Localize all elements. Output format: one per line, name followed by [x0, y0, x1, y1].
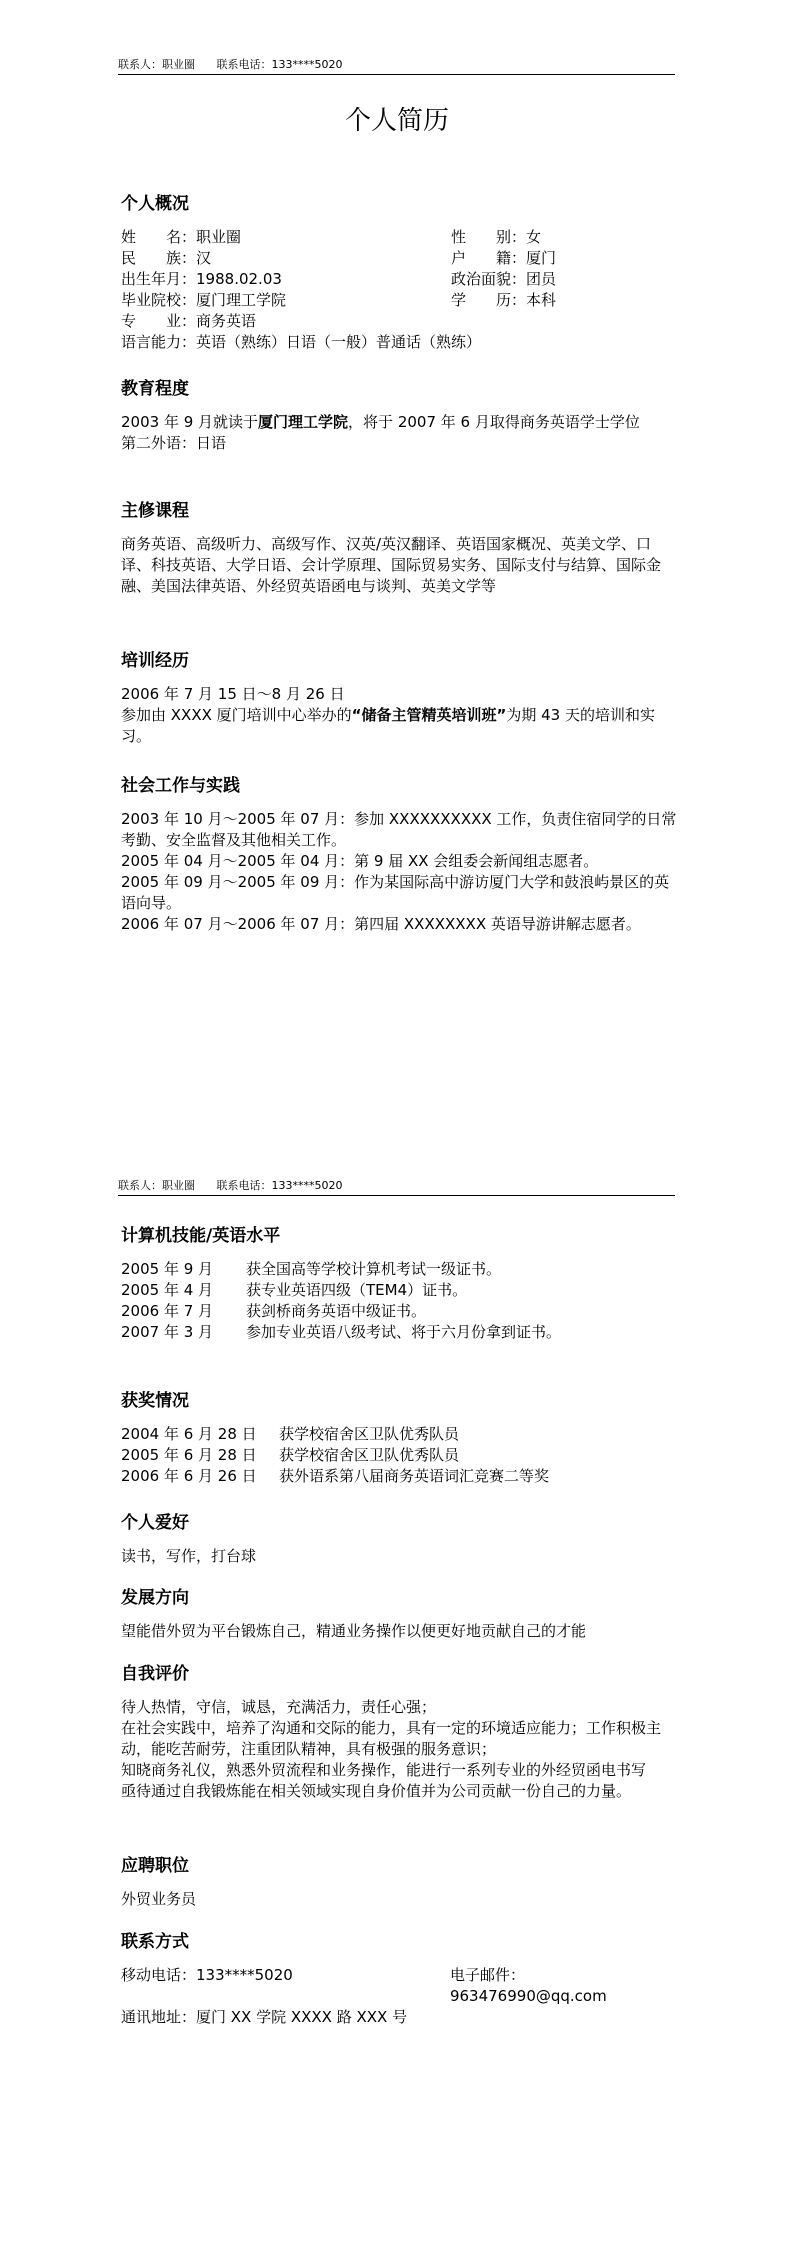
mobile-phone: 移动电话：133****5020 [121, 1966, 293, 1984]
section-contact [121, 1931, 681, 2028]
list-item: 在社会实践中，培养了沟通和交际的能力，具有一定的环境适应能力；工作积极主动，能吃苦耐劳，注重团队精神，具有极强的服务意识； [121, 1719, 662, 1758]
section-heading: 联系方式 [121, 1932, 189, 1952]
list-item: 2003 年 10 月～2005 年 07 月：参加 XXXXXXXXXX 工作，负责住宿同学的日常考勤、安全监督及其他相关工作。 [121, 810, 677, 849]
section-heading: 计算机技能/英语水平 [121, 1226, 281, 1246]
label: 学 历： [451, 291, 527, 309]
value: 女 [526, 228, 542, 246]
section-education [121, 378, 681, 454]
contact-row [121, 1965, 681, 2007]
direction-text: 望能借外贸为平台锻炼自己，精通业务操作以便更好地贡献自己的才能 [121, 1622, 587, 1640]
language-ability: 语言能力：英语（熟练）日语（一般）普通话（熟练） [121, 333, 482, 351]
label: 户 籍： [451, 249, 527, 267]
list-item: 2004 年 6 月 28 日 获学校宿舍区卫队优秀队员 [121, 1425, 460, 1443]
list-item: 2005 年 09 月～2005 年 09 月：作为某国际高中游访厦门大学和鼓浪屿景区的英语向导。 [121, 873, 670, 912]
label: 毕业院校： [121, 291, 197, 309]
courses-text: 商务英语、高级听力、高级写作、汉英/英汉翻译、英语国家概况、英美文学、口译、科技英语、大学日语、会计学原理、国际贸易实务、国际支付与结算、国际金融、美国法律英语、外经贸英语函电与谈判、英美文学等 [121, 535, 662, 595]
header-phone: 联系电话：133****5020 [216, 1179, 343, 1192]
overview-row [121, 269, 681, 290]
section-heading: 应聘职位 [121, 1856, 189, 1876]
list-item: 2007 年 3 月 参加专业英语八级考试、将于六月份拿到证书。 [121, 1323, 562, 1341]
position-text: 外贸业务员 [121, 1890, 197, 1908]
page-header [118, 57, 675, 75]
hobby-text: 读书，写作，打台球 [121, 1547, 257, 1565]
label: 专 业： [121, 312, 197, 330]
list-item: 2005 年 6 月 28 日 获学校宿舍区卫队优秀队员 [121, 1446, 460, 1464]
list-item: 2005 年 04 月～2005 年 04 月：第 9 届 XX 会组委会新闻组志愿者。 [121, 852, 599, 870]
section-position [121, 1855, 681, 1910]
section-heading: 发展方向 [121, 1588, 189, 1608]
section-heading: 个人爱好 [121, 1513, 189, 1533]
overview-row [121, 248, 681, 269]
section-heading: 个人概况 [121, 194, 189, 214]
value: 团员 [526, 270, 557, 288]
section-training [121, 650, 681, 747]
list-item: 知晓商务礼仪，熟悉外贸流程和业务操作，能进行一系列专业的外经贸函电书写 [121, 1761, 647, 1779]
list-item: 2005 年 9 月 获全国高等学校计算机考试一级证书。 [121, 1260, 502, 1278]
section-awards [121, 1390, 681, 1487]
list-item: 待人热情，守信，诚恳，充满活力，责任心强； [121, 1698, 437, 1716]
section-social [121, 775, 681, 935]
value: 职业圈 [196, 228, 242, 246]
list-item: 亟待通过自我锻炼能在相关领域实现自身价值并为公司贡献一份自己的力量。 [121, 1782, 632, 1800]
header-phone: 联系电话：133****5020 [216, 58, 343, 71]
value: 本科 [526, 291, 557, 309]
section-heading: 教育程度 [121, 379, 189, 399]
overview-row [121, 290, 681, 311]
page-header [118, 1178, 675, 1196]
label: 出生年月： [121, 270, 197, 288]
value: 商务英语 [196, 312, 257, 330]
email: 电子邮件：963476990@qq.com [449, 1966, 607, 2005]
page-title: 个人简历 [344, 106, 449, 136]
section-heading: 培训经历 [121, 651, 189, 671]
section-self-evaluation [121, 1663, 681, 1802]
value: 1988.02.03 [196, 270, 282, 288]
label: 性 别： [451, 228, 527, 246]
second-language: 第二外语：日语 [121, 434, 227, 452]
value: 汉 [196, 249, 212, 267]
value: 厦门理工学院 [196, 291, 287, 309]
header-contact: 联系人：职业圈 [118, 1179, 195, 1192]
training-date: 2006 年 7 月 15 日～8 月 26 日 [121, 685, 345, 703]
list-item: 2006 年 7 月 获剑桥商务英语中级证书。 [121, 1302, 427, 1320]
list-item: 2006 年 6 月 26 日 获外语系第八届商务英语词汇竞赛二等奖 [121, 1467, 550, 1485]
address: 通讯地址：厦门 XX 学院 XXXX 路 XXX 号 [121, 2008, 408, 2026]
school-name: 厦门理工学院 [258, 413, 349, 431]
training-program: “储备主管精英培训班” [351, 706, 507, 724]
section-heading: 主修课程 [121, 501, 189, 521]
header-contact: 联系人：职业圈 [118, 58, 195, 71]
value: 厦门 [526, 249, 557, 267]
section-hobby [121, 1512, 681, 1567]
section-overview [121, 193, 681, 353]
label: 民 族： [121, 249, 197, 267]
list-item: 2006 年 07 月～2006 年 07 月：第四届 XXXXXXXX 英语导游讲解志愿者。 [121, 915, 641, 933]
label: 政治面貌： [451, 270, 527, 288]
education-line: 2003 年 9 月就读于厦门理工学院，将于 2007 年 6 月取得商务英语学士学位 [121, 413, 640, 431]
overview-row [121, 311, 681, 332]
list-item: 2005 年 4 月 获专业英语四级（TEM4）证书。 [121, 1281, 468, 1299]
label: 姓 名： [121, 228, 197, 246]
section-direction [121, 1587, 681, 1642]
section-heading: 获奖情况 [121, 1391, 189, 1411]
section-courses [121, 500, 681, 597]
section-computer [121, 1225, 681, 1343]
section-heading: 社会工作与实践 [121, 776, 240, 796]
training-text: 参加由 XXXX 厦门培训中心举办的“储备主管精英培训班”为期 43 天的培训和实习。 [121, 706, 655, 745]
section-heading: 自我评价 [121, 1664, 189, 1684]
overview-row [121, 227, 681, 248]
